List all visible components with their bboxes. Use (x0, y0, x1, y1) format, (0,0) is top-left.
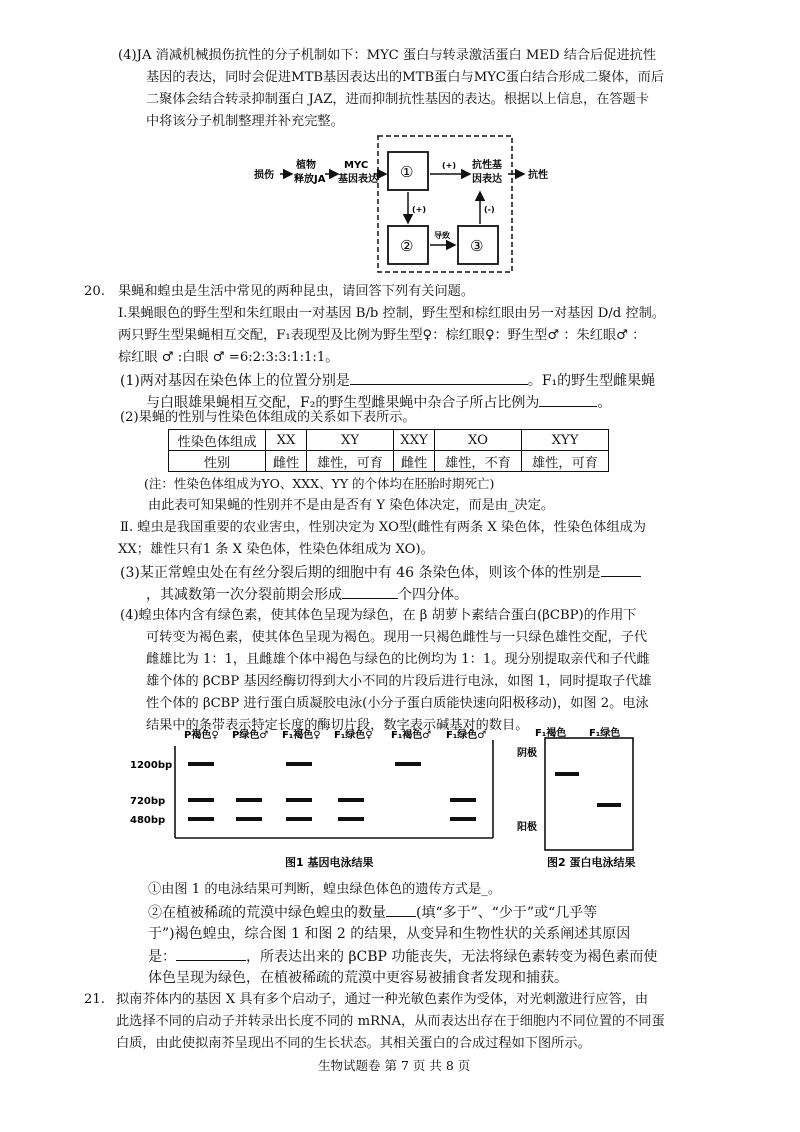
q4-line5: 性个体的 βCBP 进行蛋白质凝胶电泳(小分子蛋白质能快速向阳极移动)，如图 2。电泳 (146, 696, 649, 711)
q4-line3: 雌雄比为 1：1，且雌雄个体中褐色与绿色的比例均为 1：1。现分别提取亲代和子代雌 (146, 652, 650, 667)
resist-gene-label-1: 抗性基 (472, 160, 502, 171)
answer-blank[interactable] (539, 392, 597, 407)
q2-conclusion: 由此表可知果蝇的性别并不是由是否有 Y 染色体决定，而是由_决定。 (148, 498, 555, 513)
sub2-text-a: ②在植被稀疏的荒漠中绿色蝗虫的数量 (148, 905, 386, 921)
q21-line3: 白质，由此使拟南芥呈现出不同的生长状态。其相关蛋白的合成过程如下图所示。 (116, 1036, 591, 1051)
myc-label-2: 基因表达 (338, 174, 378, 185)
q3-text-c: 个四分体。 (398, 587, 468, 603)
table-cell: 雄性，可育 (522, 451, 609, 472)
q19-line1: (4)JA 消减机械损伤抗性的分子机制如下：MYC 蛋白与转录激活蛋白 MED 结合后促进抗性 (118, 48, 657, 63)
fig1-size-label: 720bp (130, 796, 166, 807)
protein-electrophoresis-figure (515, 726, 645, 876)
box-3-number: ③ (470, 237, 484, 255)
q4-line2: 可转变为褐色素，使其体色呈现为褐色。现用一只褐色雌性与一只绿色雄性交配，子代 (146, 630, 648, 645)
fig1-size-label: 480bp (130, 815, 166, 826)
fig2-caption: 图2 蛋白电泳结果 (547, 856, 636, 869)
table-row (169, 430, 609, 451)
q20-q2-intro: (2)果蝇的性别与性染色体组成的关系如下表所示。 (120, 410, 416, 425)
gel-band (338, 817, 364, 821)
sub2-line1 (148, 902, 597, 923)
table-note: (注：性染色体组成为YO、XXX、YY 的个体均在胚胎时期死亡) (144, 476, 495, 491)
q21-line1: 拟南芥体内的基因 X 具有多个启动子，通过一种光敏色素作为受体，对光刺激进行应答，由 (116, 992, 649, 1007)
sub2-line2: 于”)褐色蝗虫，综合图 1 和图 2 的结果，从变异和生物性状的关系阐述其原因 (148, 926, 631, 942)
table-cell: 雄性，不育 (435, 451, 522, 472)
resist-gene-label-2: 因表达 (472, 174, 502, 185)
answer-blank[interactable] (350, 370, 528, 385)
q20-intro: 果蝇和蝗虫是生活中常见的两种昆虫，请回答下列有关问题。 (118, 284, 475, 299)
dashed-box (378, 136, 512, 272)
q20-part1-line3: 棕红眼 ♂ :白眼 ♂ =6:2:3:3:1:1:1。 (118, 350, 339, 365)
gene-electrophoresis-figure (130, 726, 500, 876)
table-cell: 性染色体组成 (169, 430, 266, 451)
q1-text-b: 。F₁的野生型雌果蝇 (527, 373, 656, 389)
answer-blank[interactable] (386, 902, 416, 917)
gel-border (545, 738, 633, 850)
fig1-column-label: P绿色♂ (232, 730, 269, 741)
q3-text-a: (3)某正常蝗虫处在有丝分裂后期的细胞中有 46 条染色体，则该个体的性别是 (120, 565, 601, 581)
q1-text-a: (1)两对基因在染色体上的位置分别是 (120, 373, 350, 389)
q4-line6: 结果中的条带表示特定长度的酶切片段，数字表示碱基对的数目。 (146, 718, 529, 733)
box-1-number: ① (400, 163, 414, 181)
cathode-label: 阴极 (517, 748, 537, 759)
plant-label-2: 释放JA (294, 174, 326, 185)
gel-band (286, 762, 312, 766)
q4-line4: 雄个体的 βCBP 基因经酶切得到大小不同的片段后进行电泳，如图 1，同时提取子代雄 (146, 674, 652, 689)
ja-mechanism-diagram (250, 130, 570, 275)
table-cell: XXY (394, 430, 435, 451)
fig1-column-label: F₁绿色♀ (334, 730, 373, 741)
q20-part2-line1: Ⅱ. 蝗虫是我国重要的农业害虫，性别决定为 XO型(雌性有两条 X 染色体，性染色体组成为 (120, 520, 646, 535)
fig1-size-label: 1200bp (130, 760, 173, 771)
q21-number: 21. (84, 992, 105, 1007)
q20-number: 20. (84, 284, 105, 299)
injury-label: 损伤 (254, 170, 274, 181)
q19-line4: 中将该分子机制整理并补充完整。 (146, 114, 344, 129)
sub2-text-d: ，所表达出来的 βCBP 功能丧失，无法将绿色素转变为褐色素而使 (246, 949, 658, 965)
q20-part1-line2: 两只野生型果蝇相互交配，F₁表现型及比例为野生型♀：棕红眼♀：野生型♂ ：朱红眼♂ ： (118, 328, 646, 343)
gel-band (188, 798, 214, 802)
page-footer: 生物试题卷 第 7 页 共 8 页 (318, 1058, 471, 1073)
table-cell: XY (307, 430, 394, 451)
myc-label-1: MYC (344, 160, 369, 171)
q21-line2: 此选择不同的启动子并转录出长度不同的 mRNA，从而表达出存在于细胞内不同位置的不同蛋 (116, 1014, 665, 1029)
anode-label: 阳极 (517, 822, 537, 833)
fig2-col-2: F₁绿色 (589, 728, 621, 739)
gel-band (286, 798, 312, 802)
leads-to-label: 导致 (434, 231, 450, 240)
answer-blank[interactable] (176, 946, 246, 961)
sex-chromosome-table (168, 429, 609, 472)
band-brown-male (555, 772, 579, 776)
fig1-column-label: P褐色♀ (184, 730, 219, 741)
q1-text-c: 与白眼雄果蝇相互交配，F₂的野生型雌果蝇中杂合子所占比例为 (146, 395, 540, 411)
plus-sign: (+) (442, 161, 457, 170)
gel-band (450, 817, 476, 821)
gel-band (450, 798, 476, 802)
fig1-column-label: F₁褐色♂ (391, 730, 432, 741)
q4-line1: (4)蝗虫体内含有绿色素，使其体色呈现为绿色，在 β 胡萝卜素结合蛋白(βCBP)的作用下 (120, 608, 637, 623)
gel-band (395, 762, 421, 766)
gel-band (236, 798, 262, 802)
q20-part2-line2: XX；雄性只有1 条 X 染色体，性染色体组成为 XO)。 (118, 542, 434, 557)
table-cell: XO (435, 430, 522, 451)
answer-blank[interactable] (342, 584, 398, 599)
table-cell: 性别 (169, 451, 266, 472)
gel-band (236, 817, 262, 821)
gel-band (286, 817, 312, 821)
fig1-caption: 图1 基因电泳结果 (285, 856, 374, 869)
table-cell: XYY (522, 430, 609, 451)
plus-sign-down: (+) (412, 205, 427, 214)
q1-text-d: 。 (597, 395, 612, 411)
sub2-text-b: (填“多于”、“少于”或“几乎等 (416, 905, 598, 921)
band-green-male (597, 803, 621, 807)
table-cell: 雌性 (394, 451, 435, 472)
answer-blank[interactable] (601, 562, 641, 577)
sub1: ①由图 1 的电泳结果可判断，蝗虫绿色体色的遗传方式是_。 (148, 882, 502, 897)
table-cell: XX (266, 430, 307, 451)
table-row (169, 451, 609, 472)
plant-label-1: 植物 (296, 160, 316, 171)
q19-line2: 基因的表达，同时会促进MTB基因表达出的MTB蛋白与MYC蛋白结合形成二聚体，而后 (146, 70, 665, 85)
fig1-column-label: F₁褐色♀ (282, 730, 321, 741)
sub2-text-c: 是： (148, 949, 176, 965)
gel-band (188, 762, 214, 766)
sub2-line3 (148, 946, 657, 967)
q20-q3-line2 (146, 584, 468, 605)
table-cell: 雄性，可育 (307, 451, 394, 472)
q3-text-b: ，其减数第一次分裂前期会形成 (146, 587, 342, 603)
fig2-col-1: F₁褐色 (535, 728, 567, 739)
resistance-label: 抗性 (528, 170, 548, 181)
box-2-number: ② (400, 237, 414, 255)
q19-line3: 二聚体会结合转录抑制蛋白 JAZ，进而抑制抗性基因的表达。根据以上信息，在答题卡 (146, 92, 649, 107)
q20-q1-line1 (120, 370, 655, 391)
table-cell: 雌性 (266, 451, 307, 472)
q20-part1-line1: I.果蝇眼色的野生型和朱红眼由一对基因 B/b 控制，野生型和棕红眼由另一对基因 D/d 控制。 (118, 306, 665, 321)
gel-band (338, 798, 364, 802)
sub2-line4: 体色呈现为绿色，在植被稀疏的荒漠中更容易被捕食者发现和捕获。 (148, 970, 568, 986)
gel-band (188, 817, 214, 821)
fig1-column-label: F₁绿色♂ (446, 730, 487, 741)
minus-sign: (-) (484, 205, 495, 214)
q20-q3-line1 (120, 562, 641, 583)
